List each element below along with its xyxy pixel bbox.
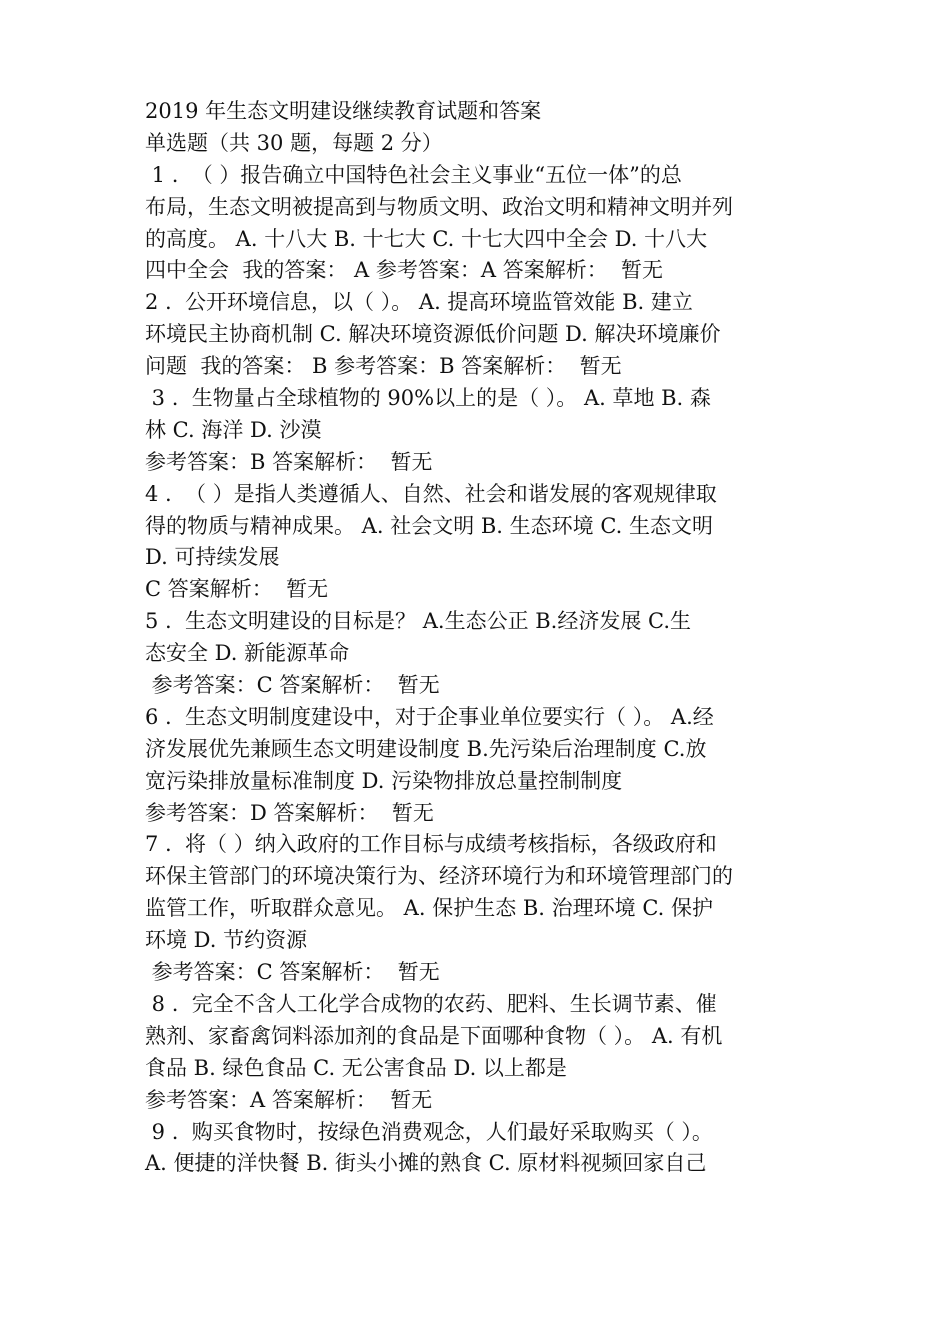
question-1-text: 1 . （ ）报告确立中国特色社会主义事业“五位一体”的总 <box>145 162 682 187</box>
question-6-text: 济发展优先兼顾生态文明建设制度 B.先污染后治理制度 C.放 <box>145 736 707 761</box>
question-7-text: 环保主管部门的环境决策行为、经济环境行为和环境管理部门的 <box>145 864 733 889</box>
question-7-text: 监管工作，听取群众意见。 A. 保护生态 B. 治理环境 C. 保护 <box>145 896 713 921</box>
question-1-text: 布局，生态文明被提高到与物质文明、政治文明和精神文明并列 <box>145 194 733 219</box>
question-8-text: 熟剂、家畜禽饲料添加剂的食品是下面哪种食物（ ）。 A. 有机 <box>145 1023 723 1048</box>
question-7-text: 7 . 将（ ）纳入政府的工作目标与成绩考核指标，各级政府和 <box>145 832 717 857</box>
question-2-text: 环境民主协商机制 C. 解决环境资源低价问题 D. 解决环境廉价 <box>145 322 721 347</box>
document-page <box>145 96 815 1180</box>
section-heading: 单选题（共 30 题，每题 2 分） <box>145 130 443 155</box>
question-9-text: 9 . 购买食物时，按绿色消费观念，人们最好采取购买（ ）。 <box>145 1119 713 1144</box>
question-4-text: 4 . （ ）是指人类遵循人、自然、社会和谐发展的客观规律取 <box>145 481 717 506</box>
question-8-answer: 参考答案：A 答案解析： 暂无 <box>145 1087 433 1112</box>
question-4-text: 得的物质与精神成果。 A. 社会文明 B. 生态环境 C. 生态文明 <box>145 513 713 538</box>
question-8-text: 食品 B. 绿色食品 C. 无公害食品 D. 以上都是 <box>145 1055 567 1080</box>
question-6-answer: 参考答案：D 答案解析： 暂无 <box>145 800 434 825</box>
question-3-answer: 参考答案：B 答案解析： 暂无 <box>145 449 433 474</box>
question-2-text: 2 . 公开环境信息，以（ ）。 A. 提高环境监管效能 B. 建立 <box>145 290 693 315</box>
question-7-text: 环境 D. 节约资源 <box>145 928 308 953</box>
question-2-answer: 问题 我的答案： B 参考答案：B 答案解析： 暂无 <box>145 354 622 379</box>
question-3-text: 3 . 生物量占全球植物的 90%以上的是（ ）。 A. 草地 B. 森 <box>145 386 711 411</box>
question-5-answer: 参考答案：C 答案解析： 暂无 <box>145 673 440 698</box>
question-5-text: 5 . 生态文明建设的目标是？ A.生态公正 B.经济发展 C.生 <box>145 609 692 634</box>
question-8-text: 8 . 完全不含人工化学合成物的农药、肥料、生长调节素、催 <box>145 991 717 1016</box>
question-1-text: 的高度。 A. 十八大 B. 十七大 C. 十七大四中全会 D. 十八大 <box>145 226 708 251</box>
question-1-answer: 四中全会 我的答案： A 参考答案：A 答案解析： 暂无 <box>145 258 664 283</box>
question-7-answer: 参考答案：C 答案解析： 暂无 <box>145 960 440 985</box>
question-4-text: D. 可持续发展 <box>145 545 280 570</box>
question-3-text: 林 C. 海洋 D. 沙漠 <box>145 417 322 442</box>
question-6-text: 宽污染排放量标准制度 D. 污染物排放总量控制制度 <box>145 768 623 793</box>
question-6-text: 6 . 生态文明制度建设中，对于企事业单位要实行（ ）。 A.经 <box>145 704 714 729</box>
question-4-answer: C 答案解析： 暂无 <box>145 577 329 602</box>
question-9-text: A. 便捷的洋快餐 B. 街头小摊的熟食 C. 原材料视频回家自己 <box>145 1151 707 1176</box>
doc-title: 2019 年生态文明建设继续教育试题和答案 <box>145 99 542 123</box>
question-5-text: 态安全 D. 新能源革命 <box>145 641 350 666</box>
